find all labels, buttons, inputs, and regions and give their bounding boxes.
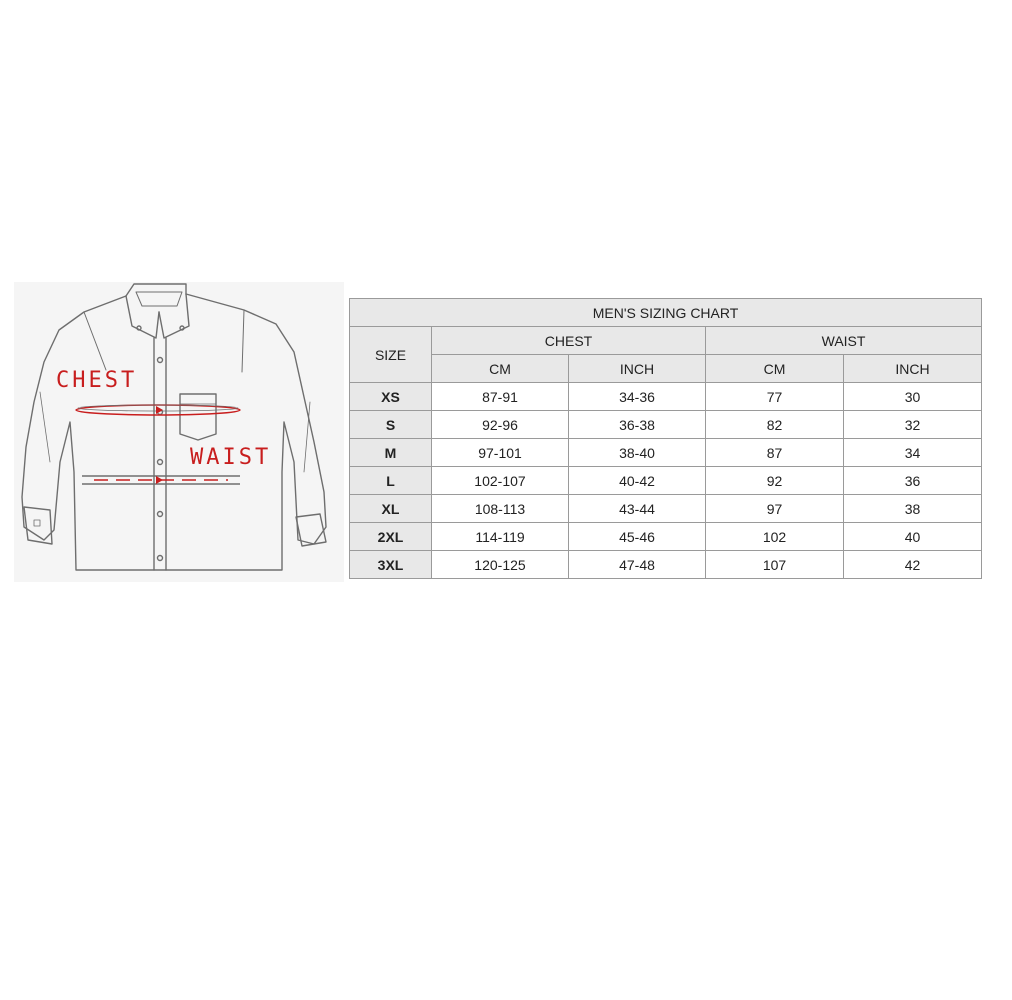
chest-inch-cell: 47-48	[569, 551, 706, 579]
chest-inch-cell: 40-42	[569, 467, 706, 495]
table-row	[350, 523, 982, 551]
waist-cm-cell: 77	[706, 383, 844, 411]
waist-cm-cell: 107	[706, 551, 844, 579]
size-cell: 3XL	[350, 551, 432, 579]
chest-cm-cell: 114-119	[432, 523, 569, 551]
chest-inch-cell: 34-36	[569, 383, 706, 411]
chest-cm-cell: 108-113	[432, 495, 569, 523]
waist-cm-cell: 87	[706, 439, 844, 467]
chest-cm-header: CM	[432, 355, 569, 383]
size-header: SIZE	[350, 327, 432, 383]
shirt-drawing	[14, 282, 344, 582]
waist-inch-cell: 38	[844, 495, 982, 523]
shirt-illustration	[14, 282, 344, 582]
waist-inch-header: INCH	[844, 355, 982, 383]
table-row	[350, 495, 982, 523]
size-cell: XS	[350, 383, 432, 411]
waist-cm-cell: 92	[706, 467, 844, 495]
chest-inch-cell: 45-46	[569, 523, 706, 551]
waist-annotation-label: WAIST	[190, 445, 272, 470]
chest-cm-cell: 120-125	[432, 551, 569, 579]
table-row	[350, 439, 982, 467]
table-row	[350, 411, 982, 439]
waist-cm-cell: 97	[706, 495, 844, 523]
waist-cm-header: CM	[706, 355, 844, 383]
size-cell: L	[350, 467, 432, 495]
table-row	[350, 467, 982, 495]
chest-cm-cell: 102-107	[432, 467, 569, 495]
table-row	[350, 383, 982, 411]
waist-inch-cell: 42	[844, 551, 982, 579]
chest-inch-header: INCH	[569, 355, 706, 383]
waist-inch-cell: 30	[844, 383, 982, 411]
size-cell: M	[350, 439, 432, 467]
table-title: MEN'S SIZING CHART	[350, 299, 982, 327]
chest-cm-cell: 97-101	[432, 439, 569, 467]
size-cell: 2XL	[350, 523, 432, 551]
waist-inch-cell: 36	[844, 467, 982, 495]
chest-inch-cell: 43-44	[569, 495, 706, 523]
waist-cm-cell: 102	[706, 523, 844, 551]
chest-inch-cell: 38-40	[569, 439, 706, 467]
chest-annotation-label: CHEST	[56, 368, 138, 393]
chest-inch-cell: 36-38	[569, 411, 706, 439]
chest-group-header: CHEST	[432, 327, 706, 355]
waist-inch-cell: 34	[844, 439, 982, 467]
waist-inch-cell: 32	[844, 411, 982, 439]
size-cell: S	[350, 411, 432, 439]
waist-inch-cell: 40	[844, 523, 982, 551]
mens-sizing-table	[349, 298, 982, 579]
chest-cm-cell: 92-96	[432, 411, 569, 439]
waist-group-header: WAIST	[706, 327, 982, 355]
size-cell: XL	[350, 495, 432, 523]
chest-cm-cell: 87-91	[432, 383, 569, 411]
waist-cm-cell: 82	[706, 411, 844, 439]
table-row	[350, 551, 982, 579]
